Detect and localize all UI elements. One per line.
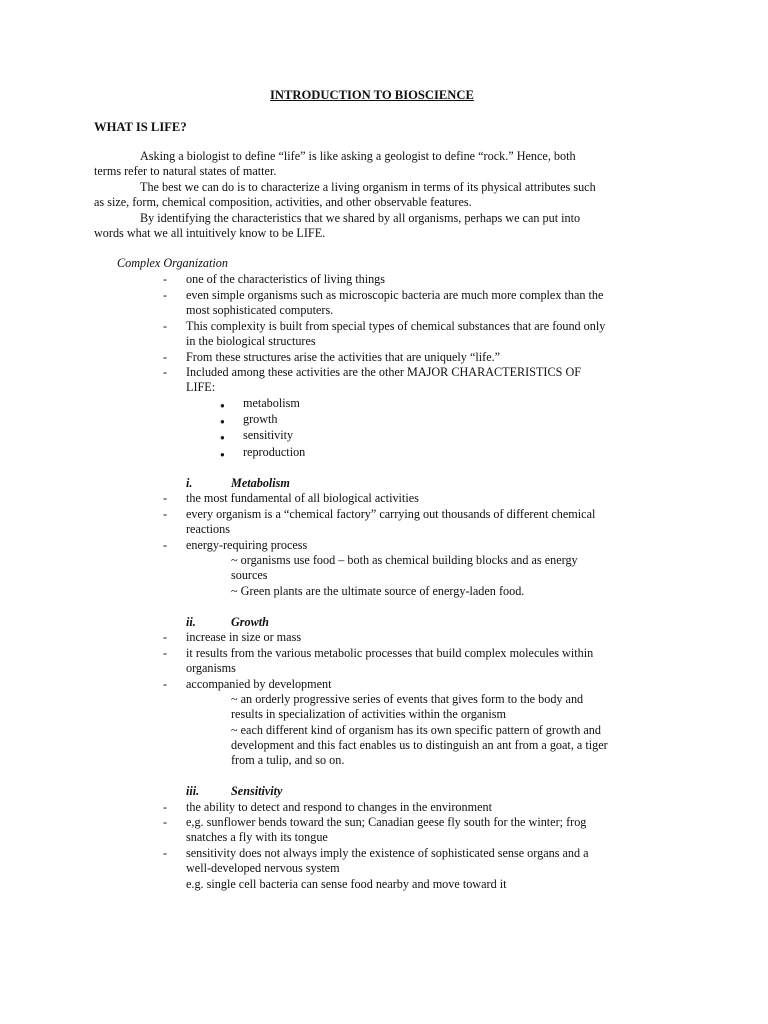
bullet-item: sensitivity (243, 428, 294, 442)
dash-marker: - (163, 350, 168, 364)
intro-line: terms refer to natural states of matter. (94, 164, 277, 178)
sub-item-cont: development and this fact enables us to distinguish an ant from a goat, a tiger (231, 738, 608, 752)
list-item-cont: e.g. single cell bacteria can sense food nearby and move toward it (186, 877, 507, 891)
dash-marker: - (163, 319, 168, 333)
list-item-cont: in the biological structures (186, 334, 316, 348)
list-item-cont: most sophisticated computers. (186, 303, 334, 317)
list-item: increase in size or mass (186, 630, 302, 644)
dash-marker: - (163, 815, 168, 829)
bullet-icon (220, 415, 228, 423)
intro-line: Asking a biologist to define “life” is like asking a geologist to define “rock.” Hence, both (140, 149, 576, 163)
list-item: it results from the various metabolic processes that build complex molecules within (186, 646, 594, 660)
dash-marker: - (163, 800, 168, 814)
list-item-cont: snatches a fly with its tongue (186, 830, 328, 844)
bullet-item: metabolism (243, 396, 300, 410)
sub-item: ~ each different kind of organism has its own specific pattern of growth and (231, 723, 601, 737)
bullet-icon (220, 448, 228, 456)
list-item: one of the characteristics of living things (186, 272, 386, 286)
list-item: sensitivity does not always imply the existence of sophisticated sense organs and a (186, 846, 589, 860)
bullet-icon (220, 399, 228, 407)
bullet-item: growth (243, 412, 278, 426)
list-item-cont: organisms (186, 661, 236, 675)
dash-marker: - (163, 365, 168, 379)
section-title-metabolism: Metabolism (231, 476, 290, 490)
sub-item-cont: results in specialization of activities within the organism (231, 707, 506, 721)
intro-line: words what we all intuitively know to be LIFE. (94, 226, 326, 240)
sub-item: ~ an orderly progressive series of events that gives form to the body and (231, 692, 584, 706)
dash-marker: - (163, 288, 168, 302)
list-item: every organism is a “chemical factory” carrying out thousands of different chemical (186, 507, 596, 521)
section-number-sensitivity: iii. (186, 784, 200, 798)
sub-item: ~ organisms use food – both as chemical building blocks and as energy (231, 553, 578, 567)
dash-marker: - (163, 538, 168, 552)
intro-line: By identifying the characteristics that we shared by all organisms, perhaps we can put into (140, 211, 581, 225)
section-heading-what-is-life: WHAT IS LIFE? (94, 120, 187, 134)
intro-line: The best we can do is to characterize a living organism in terms of its physical attributes such (140, 180, 596, 194)
bullet-item: reproduction (243, 445, 306, 459)
list-item-cont: LIFE: (186, 380, 216, 394)
dash-marker: - (163, 272, 168, 286)
subheading-complex-organization: Complex Organization (117, 256, 228, 270)
list-item: From these structures arise the activities that are uniquely “life.” (186, 350, 501, 364)
list-item: the ability to detect and respond to changes in the environment (186, 800, 492, 814)
sub-item-cont: sources (231, 568, 268, 582)
list-item: the most fundamental of all biological activities (186, 491, 419, 505)
list-item: even simple organisms such as microscopic bacteria are much more complex than the (186, 288, 604, 302)
intro-line: as size, form, chemical composition, activities, and other observable features. (94, 195, 472, 209)
list-item: accompanied by development (186, 677, 332, 691)
dash-marker: - (163, 677, 168, 691)
list-item: energy-requiring process (186, 538, 308, 552)
section-number-metabolism: i. (186, 476, 193, 490)
list-item: e,g. sunflower bends toward the sun; Canadian geese fly south for the winter; frog (186, 815, 587, 829)
section-title-sensitivity: Sensitivity (231, 784, 283, 798)
dash-marker: - (163, 630, 168, 644)
list-item: This complexity is built from special types of chemical substances that are found only (186, 319, 606, 333)
dash-marker: - (163, 846, 168, 860)
section-title-growth: Growth (231, 615, 269, 629)
document-title: INTRODUCTION TO BIOSCIENCE (270, 88, 474, 102)
section-number-growth: ii. (186, 615, 196, 629)
dash-marker: - (163, 646, 168, 660)
dash-marker: - (163, 491, 168, 505)
sub-item: ~ Green plants are the ultimate source of energy-laden food. (231, 584, 525, 598)
list-item: Included among these activities are the other MAJOR CHARACTERISTICS OF (186, 365, 582, 379)
bullet-icon (220, 431, 228, 439)
sub-item-cont: from a tulip, and so on. (231, 753, 345, 767)
list-item-cont: well-developed nervous system (186, 861, 340, 875)
list-item-cont: reactions (186, 522, 230, 536)
dash-marker: - (163, 507, 168, 521)
